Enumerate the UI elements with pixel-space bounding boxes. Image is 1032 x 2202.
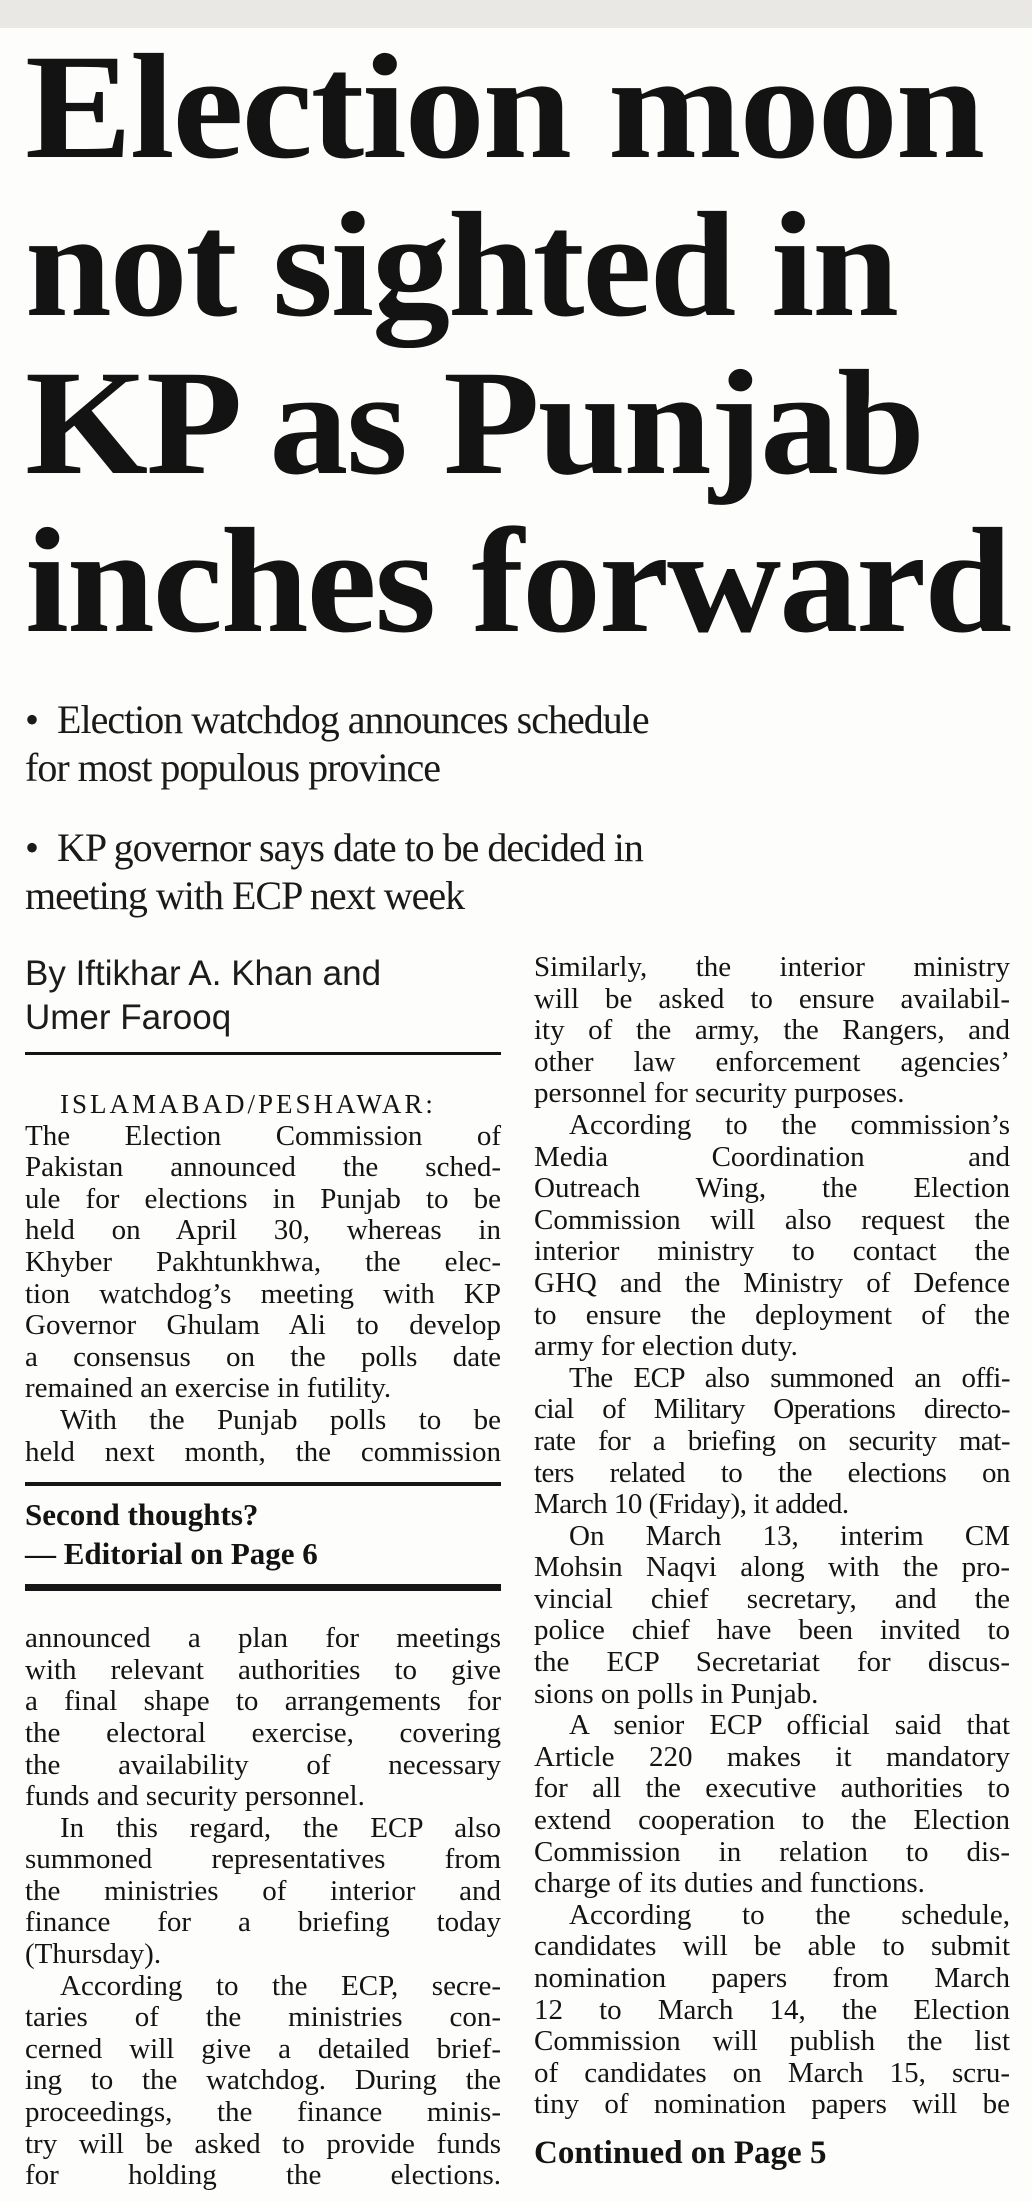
subhead-bullets: [25, 696, 1010, 920]
text-line: According to the ECP, secre-: [60, 1969, 501, 2002]
text-line: In this regard, the ECP also: [60, 1811, 501, 1844]
bullet-line: • KP governor says date to be decided in: [25, 824, 1010, 872]
paragraph: [534, 1710, 1010, 1900]
text-line: finance for a briefing today: [25, 1906, 501, 1939]
headline-line: [25, 24, 1010, 190]
column-right: [534, 952, 1010, 2192]
text-line: Commission will publish the list: [534, 2025, 1010, 2058]
text-line: interior ministry to contact the: [534, 1235, 1010, 1268]
text-line: 12 to March 14, the Election: [534, 1993, 1010, 2026]
text-line: cerned will give a detailed brief-: [25, 2032, 501, 2065]
paragraph: [534, 952, 1010, 1110]
headline-line-text: Election moon: [25, 24, 983, 190]
text-line: cial of Military Operations directo-: [534, 1393, 1010, 1426]
text-line: police chief have been invited to: [534, 1614, 1010, 1647]
paragraph: [534, 1363, 1010, 1521]
headline-line: [25, 182, 1010, 348]
text-line: with relevant authorities to give: [25, 1653, 501, 1686]
column-left: [25, 952, 501, 2192]
text-line: the availability of necessary: [25, 1748, 501, 1781]
text-line: a consensus on the polls date: [25, 1340, 501, 1373]
text-line: GHQ and the Ministry of Defence: [534, 1266, 1010, 1299]
text-line: On March 13, interim CM: [569, 1519, 1010, 1552]
paragraph: [25, 1089, 501, 1405]
headline-line: [25, 498, 1010, 664]
headline-line-text: KP as Punjab: [25, 340, 923, 506]
text-line: (Thursday).: [25, 1938, 162, 1971]
editorial-box: [25, 1482, 501, 1591]
text-line: will be asked to ensure availabil-: [534, 982, 1010, 1015]
text-line: Media Coordination and: [534, 1140, 1010, 1173]
byline-line: Umer Farooq: [25, 998, 232, 1037]
text-line: According to the commission’s: [569, 1108, 1010, 1141]
text-line: Commission will also request the: [534, 1203, 1010, 1236]
headline-line: [25, 340, 1010, 506]
text-line: ity of the army, the Rangers, and: [534, 1014, 1010, 1047]
text-line: announced a plan for meetings: [25, 1622, 501, 1655]
text-line: tiny of nomination papers will be: [534, 2088, 1010, 2121]
text-line: charge of its duties and functions.: [534, 1867, 925, 1900]
text-line: Commission in relation to dis-: [534, 1835, 1010, 1868]
text-line: The ECP also summoned an offi-: [569, 1361, 1010, 1394]
newspaper-article-page: [0, 24, 1032, 2202]
editorial-page-ref: — Editorial on Page 6: [25, 1536, 318, 1572]
text-line: the ECP Secretariat for discus-: [534, 1646, 1010, 1679]
text-line: summoned representatives from: [25, 1843, 501, 1876]
byline-line: By Iftikhar A. Khan and: [25, 954, 382, 993]
paragraph: [25, 1813, 501, 1971]
text-line: sions on polls in Punjab.: [534, 1677, 819, 1710]
text-line: a final shape to arrangements for: [25, 1685, 501, 1718]
headline: [25, 24, 1010, 664]
text-line: personnel for security purposes.: [534, 1077, 905, 1110]
paragraph: [534, 1521, 1010, 1711]
editorial-box-title: Second thoughts?: [25, 1497, 259, 1533]
text-line: Khyber Pakhtunkhwa, the elec-: [25, 1245, 501, 1278]
text-line: remained an exercise in futility.: [25, 1372, 392, 1405]
article-columns: [25, 952, 1010, 2192]
byline-rule: [25, 1052, 501, 1055]
text-line: March 10 (Friday), it added.: [534, 1488, 849, 1521]
headline-line-text: not sighted in: [25, 182, 897, 348]
bullet-line: for most populous province: [25, 745, 441, 790]
text-line: proceedings, the finance minis-: [25, 2096, 501, 2129]
headline-line-text: inches forward: [25, 498, 1010, 664]
paragraph: [534, 1110, 1010, 1363]
bullet-line: meeting with ECP next week: [25, 873, 465, 918]
text-line: the ministries of interior and: [25, 1874, 501, 1907]
text-line: Governor Ghulam Ali to develop: [25, 1309, 501, 1342]
bullet-line: • Election watchdog announces schedule: [25, 696, 1010, 744]
text-line: rate for a briefing on security mat-: [534, 1424, 1010, 1457]
text-line: Mohsin Naqvi along with the pro-: [534, 1551, 1010, 1584]
text-line: The Election Commission of: [25, 1119, 501, 1152]
bullet-item: [25, 696, 1010, 792]
text-line: try will be asked to provide funds: [25, 2127, 501, 2160]
paragraph: [25, 1971, 501, 2192]
text-line: for all the executive authorities to: [534, 1772, 1010, 1805]
text-line: Similarly, the interior ministry: [534, 951, 1010, 983]
text-line: to ensure the deployment of the: [534, 1298, 1010, 1331]
text-line: held on April 30, whereas in: [25, 1214, 501, 1247]
paragraph: [25, 1623, 501, 1813]
paragraph: [534, 1900, 1010, 2121]
text-line: vincial chief secretary, and the: [534, 1582, 1010, 1615]
text-line: According to the schedule,: [569, 1898, 1010, 1931]
text-line: taries of the ministries con-: [25, 2001, 501, 2034]
text-line: ule for elections in Punjab to be: [25, 1182, 501, 1215]
text-line: A senior ECP official said that: [569, 1709, 1010, 1742]
continued-notice: Continued on Page 5: [534, 2134, 827, 2171]
text-line: nomination papers from March: [534, 1962, 1010, 1994]
text-line: tion watchdog’s meeting with KP: [25, 1277, 501, 1310]
text-line: army for election duty.: [534, 1330, 798, 1363]
bullet-item: [25, 824, 1010, 920]
text-line: Pakistan announced the sched-: [25, 1151, 501, 1184]
byline: [25, 952, 501, 1040]
text-line: held next month, the commission: [25, 1435, 501, 1468]
text-line: other law enforcement agencies’: [534, 1045, 1010, 1078]
text-line: funds and security personnel.: [25, 1780, 365, 1813]
text-line: candidates will be able to submit: [534, 1930, 1010, 1963]
text-line: Outreach Wing, the Election: [534, 1172, 1010, 1205]
text-line: for holding the elections.: [25, 2159, 501, 2192]
text-line: Article 220 makes it mandatory: [534, 1740, 1010, 1773]
text-line: ing to the watchdog. During the: [25, 2064, 501, 2097]
paragraph: [25, 1405, 501, 1468]
text-line: extend cooperation to the Election: [534, 1804, 1010, 1837]
text-line: ters related to the elections on: [534, 1456, 1010, 1489]
text-line: With the Punjab polls to be: [60, 1403, 501, 1436]
text-line: of candidates on March 15, scru-: [534, 2056, 1010, 2089]
text-line: the electoral exercise, covering: [25, 1716, 501, 1749]
dateline: ISLAMABAD/PESHAWAR:: [60, 1089, 436, 1119]
